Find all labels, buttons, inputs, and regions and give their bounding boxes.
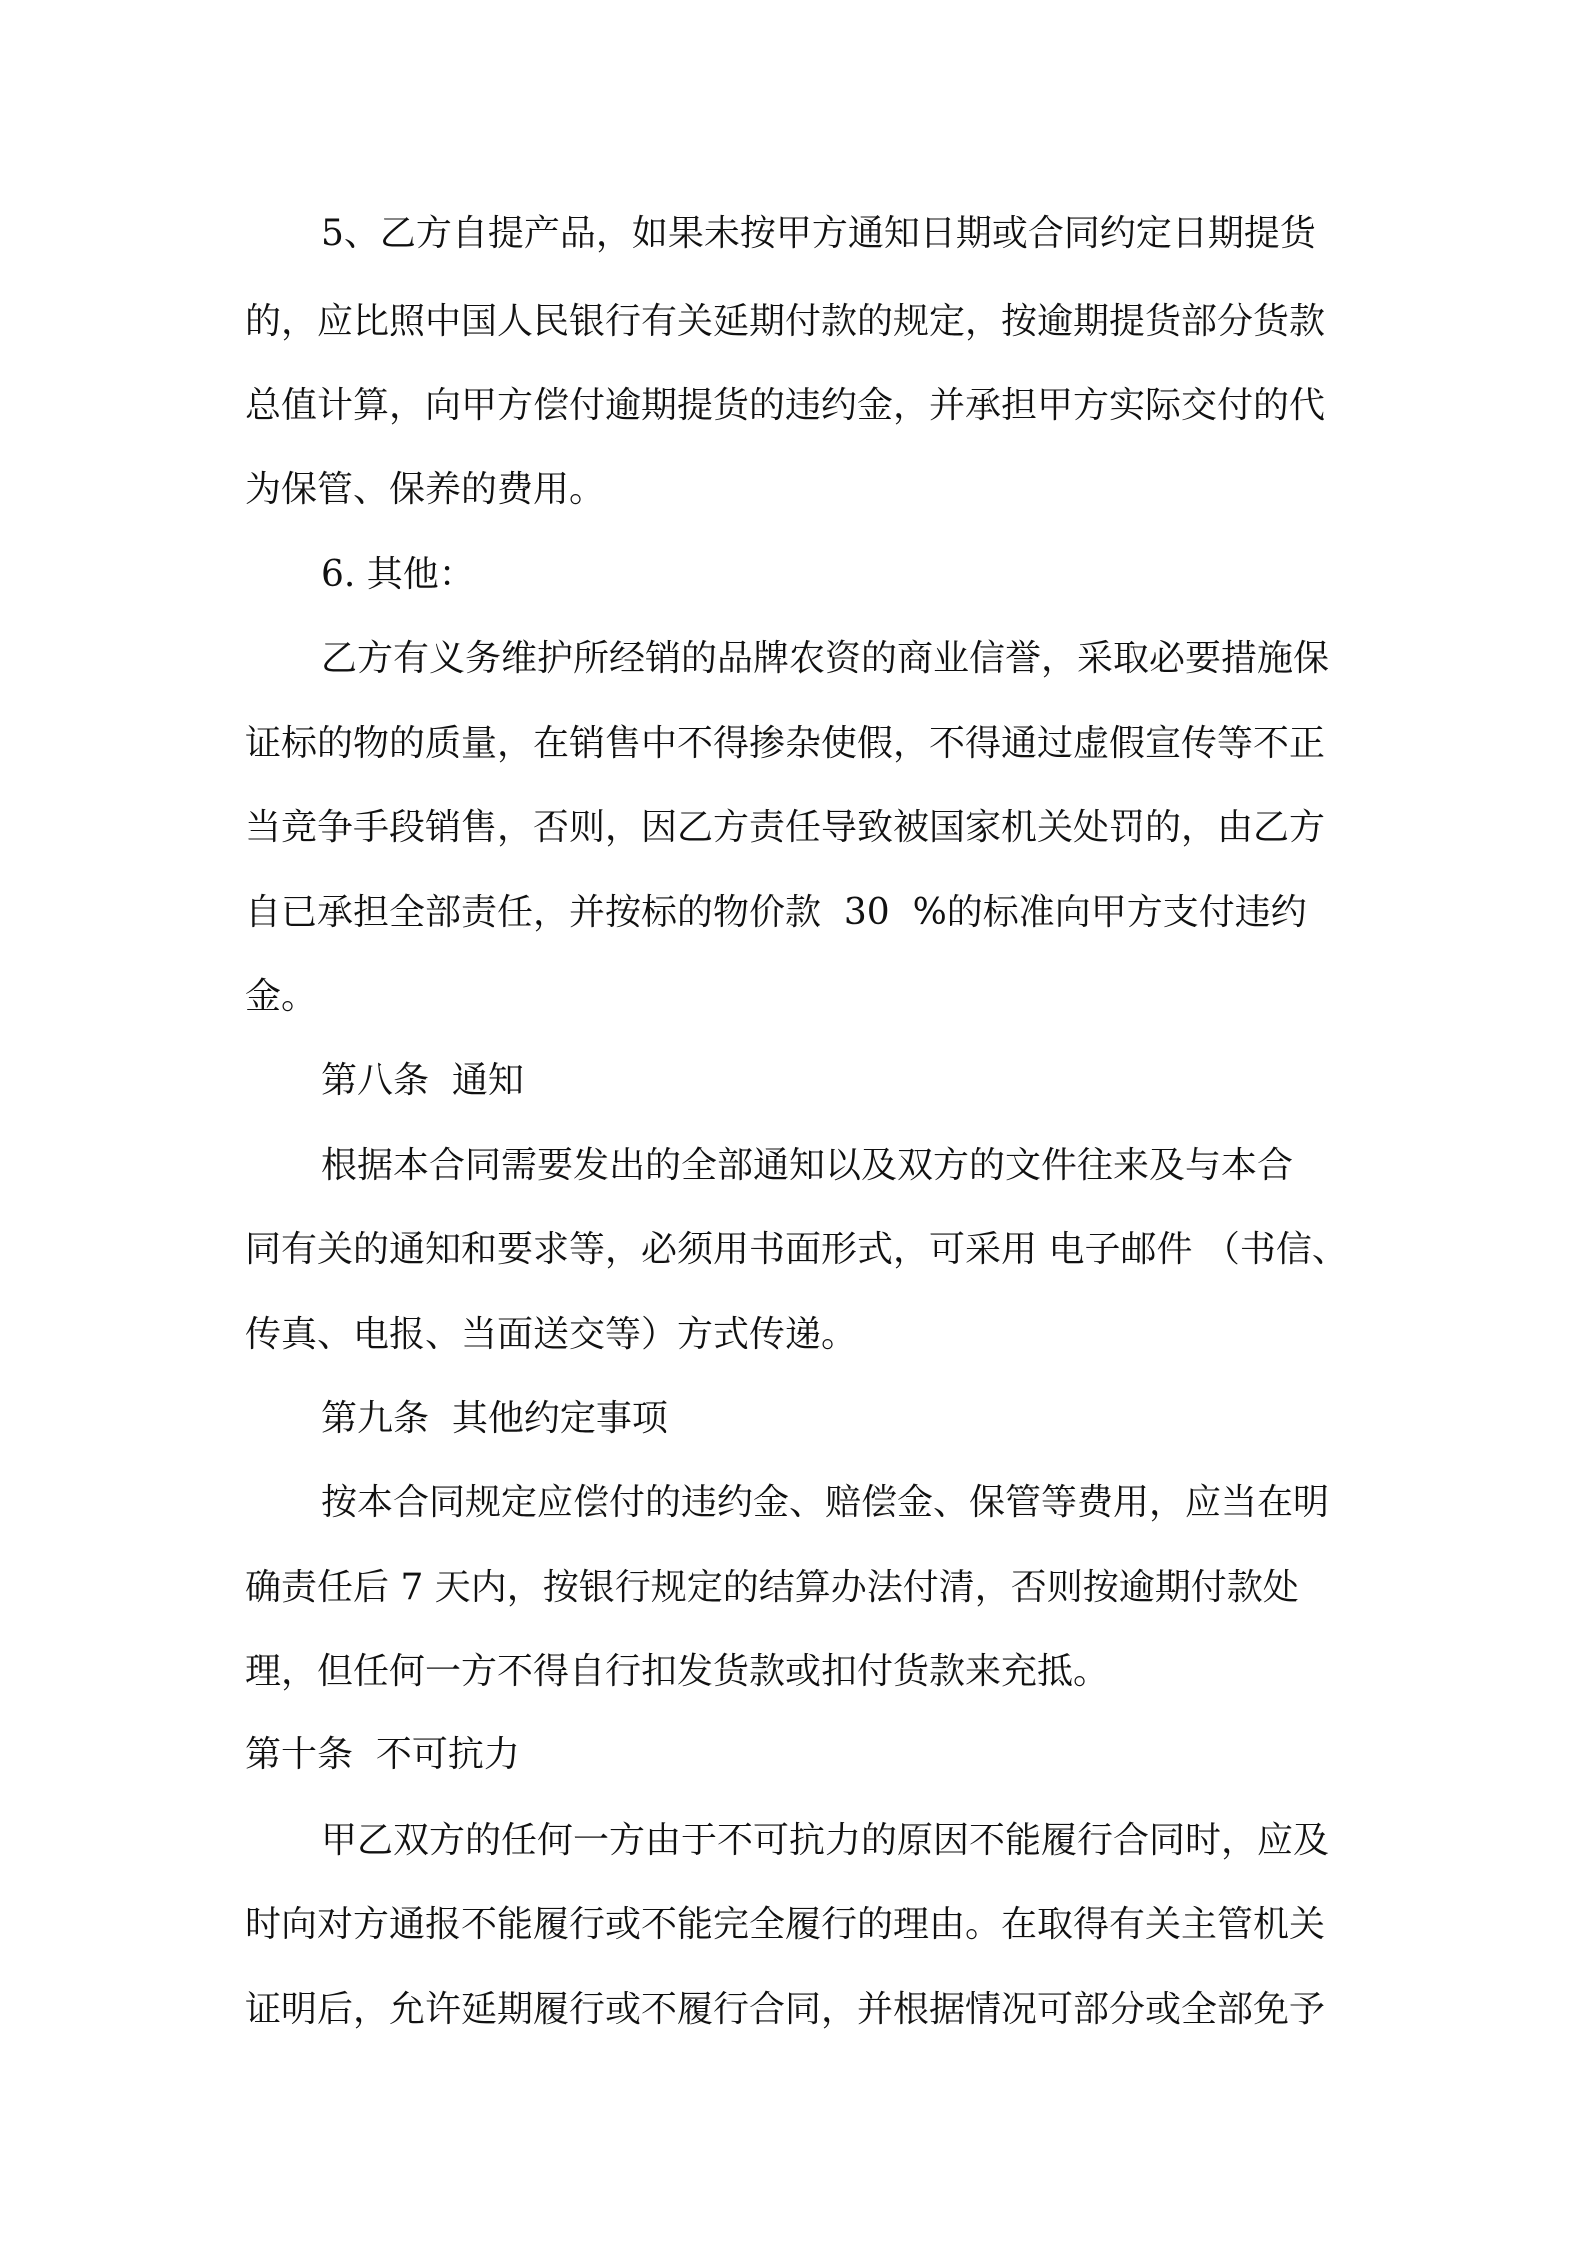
paragraph-line: 时向对方通报不能履行或不能完全履行的理由。在取得有关主管机关 <box>245 1904 1326 1945</box>
paragraph-line: 确责任后 7 天内，按银行规定的结算办法付清，否则按逾期付款处 <box>245 1567 1299 1608</box>
paragraph-line: 同有关的通知和要求等，必须用书面形式，可采用 电子邮件 （书信、 <box>245 1229 1348 1270</box>
article-heading-8: 第八条 通知 <box>321 1060 524 1101</box>
article-heading-10: 第十条 不可抗力 <box>245 1734 520 1775</box>
article-heading-9: 第九条 其他约定事项 <box>321 1398 668 1439</box>
paragraph-line: 为保管、保养的费用。 <box>245 469 606 510</box>
paragraph-line: 理，但任何一方不得自行扣发货款或扣付货款来充抵。 <box>245 1651 1110 1692</box>
paragraph-line: 根据本合同需要发出的全部通知以及双方的文件往来及与本合 <box>321 1145 1294 1186</box>
paragraph-line: 的，应比照中国人民银行有关延期付款的规定，按逾期提货部分货款 <box>245 301 1326 342</box>
paragraph-line: 甲乙双方的任何一方由于不可抗力的原因不能履行合同时，应及 <box>321 1820 1330 1861</box>
paragraph-line: 自已承担全部责任，并按标的物价款 30 %的标准向甲方支付违约 <box>245 892 1307 933</box>
paragraph-line: 总值计算，向甲方偿付逾期提货的违约金，并承担甲方实际交付的代 <box>245 385 1326 426</box>
paragraph-line: 当竞争手段销售，否则，因乙方责任导致被国家机关处罚的，由乙方 <box>245 807 1326 848</box>
paragraph-line: 证标的物的质量，在销售中不得掺杂使假，不得通过虚假宣传等不正 <box>245 723 1326 764</box>
paragraph-line: 证明后，允许延期履行或不履行合同，并根据情况可部分或全部免予 <box>245 1989 1326 2030</box>
paragraph-line: 5、乙方自提产品，如果未按甲方通知日期或合同约定日期提货 <box>321 213 1316 254</box>
section-heading: 6. 其他： <box>321 554 475 595</box>
paragraph-line: 传真、电报、当面送交等）方式传递。 <box>245 1314 858 1355</box>
paragraph-line: 金。 <box>245 976 318 1017</box>
paragraph-line: 乙方有义务维护所经销的品牌农资的商业信誉，采取必要措施保 <box>321 638 1330 679</box>
paragraph-line: 按本合同规定应偿付的违约金、赔偿金、保管等费用，应当在明 <box>321 1482 1330 1523</box>
